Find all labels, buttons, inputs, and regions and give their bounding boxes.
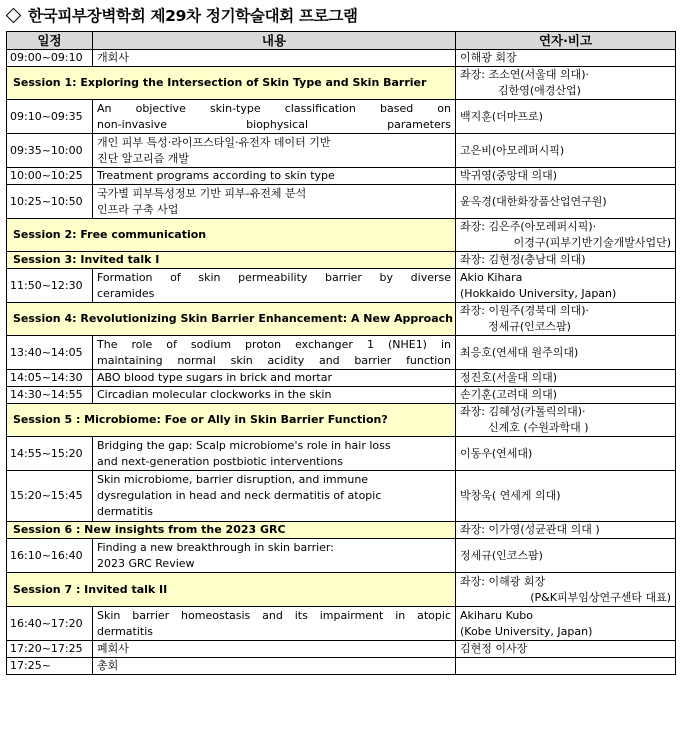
speaker-cell — [456, 219, 676, 252]
speaker-line: 좌장: 김현정(충남대 의대) — [460, 253, 586, 266]
speaker-line: 좌장: 김혜성(카톨릭의대)· — [460, 405, 586, 418]
content-line: 진단 알고리즘 개발 — [97, 151, 190, 165]
table-row — [7, 658, 676, 675]
content-line: 국가별 피부특성정보 기반 피부-유전체 분석 — [97, 186, 307, 200]
speaker-cell — [456, 641, 676, 658]
speaker-line: 백지훈(더마프로) — [460, 109, 543, 123]
table-row — [7, 134, 676, 168]
session-title: Session 5 : Microbiome: Foe or Ally in Skin Barrier Function? — [7, 404, 456, 437]
time-cell: 09:10~09:35 — [7, 100, 93, 134]
speaker-cell — [456, 67, 676, 100]
speaker-cell — [456, 50, 676, 67]
content-line: non-invasive biophysical parameters — [97, 117, 451, 131]
speaker-cell — [456, 269, 676, 303]
session-title: Session 2: Free communication — [7, 219, 456, 252]
content-line: dysregulation in head and neck dermatitis of atopic — [97, 489, 382, 502]
content-line: Skin barrier homeostasis and its impairment in atopic — [97, 608, 451, 622]
speaker-cell — [456, 522, 676, 539]
content-line: Treatment programs according to skin type — [97, 169, 335, 182]
time-cell: 14:30~14:55 — [7, 387, 93, 404]
session-title: Session 6 : New insights from the 2023 GRC — [7, 522, 456, 539]
table-row — [7, 168, 676, 185]
speaker-cell — [456, 607, 676, 641]
table-row — [7, 269, 676, 303]
session-row — [7, 219, 676, 252]
content-cell — [93, 168, 456, 185]
content-line: maintaining normal skin acidity and barrier function — [97, 353, 451, 367]
table-row — [7, 437, 676, 471]
speaker-cell — [456, 134, 676, 168]
table-row — [7, 336, 676, 370]
header-time: 일정 — [7, 32, 93, 50]
session-row — [7, 67, 676, 100]
time-cell: 10:25~10:50 — [7, 185, 93, 219]
content-cell — [93, 641, 456, 658]
content-cell — [93, 134, 456, 168]
content-line: 폐회사 — [97, 642, 129, 655]
speaker-line: 이해광 회장 — [460, 51, 517, 64]
speaker-line: 정세규(인코스팜) — [488, 320, 571, 333]
speaker-cell — [456, 336, 676, 370]
content-line: dermatitis — [97, 505, 154, 518]
content-cell — [93, 100, 456, 134]
speaker-cell — [456, 573, 676, 607]
speaker-line: 박귀영(중앙대 의대) — [460, 169, 558, 182]
time-cell: 17:25~ — [7, 658, 93, 675]
speaker-line: 좌장: 조소연(서울대 의대)· — [460, 68, 590, 81]
speaker-line: 고은비(아모레퍼시픽) — [460, 143, 565, 157]
content-line: Circadian molecular clockworks in the skin — [97, 388, 332, 401]
content-line: 인프라 구축 사업 — [97, 202, 179, 216]
session-title: Session 4: Revolutionizing Skin Barrier Enhancement: A New Approach — [7, 303, 456, 336]
speaker-cell — [456, 252, 676, 269]
time-cell: 14:55~15:20 — [7, 437, 93, 471]
content-cell — [93, 539, 456, 573]
program-table — [6, 31, 676, 675]
content-line: 개회사 — [97, 51, 129, 64]
content-line: The role of sodium proton exchanger 1 (NHE1) in — [97, 337, 451, 351]
session-row — [7, 252, 676, 269]
page-title — [4, 2, 358, 28]
content-line: Skin microbiome, barrier disruption, and immune — [97, 473, 369, 486]
speaker-line: 좌장: 이해광 회장 — [460, 574, 546, 588]
table-row — [7, 185, 676, 219]
speaker-cell — [456, 404, 676, 437]
session-title: Session 7 : Invited talk II — [7, 573, 456, 607]
speaker-cell — [456, 303, 676, 336]
session-row — [7, 573, 676, 607]
speaker-line: 신계호 (수원과학대 ) — [488, 421, 589, 434]
page-title-text: 한국피부장벽학회 제29차 정기학술대회 프로그램 — [28, 7, 358, 25]
speaker-line: 좌장: 이원주(경북대 의대)· — [460, 304, 590, 317]
content-line: 총회 — [97, 659, 119, 672]
speaker-cell — [456, 100, 676, 134]
speaker-line: (P&K피부임상연구센타 대표) — [530, 590, 671, 604]
speaker-line: 정세규(인코스팜) — [460, 548, 543, 562]
table-row — [7, 387, 676, 404]
session-row — [7, 303, 676, 336]
time-cell: 09:00~09:10 — [7, 50, 93, 67]
speaker-line: Akio Kihara — [460, 270, 523, 284]
header-content: 내용 — [93, 32, 456, 50]
time-cell: 16:10~16:40 — [7, 539, 93, 573]
time-cell: 14:05~14:30 — [7, 370, 93, 387]
speaker-line: 이경구(피부기반기술개발사업단) — [513, 236, 671, 249]
diamond-icon — [6, 7, 22, 23]
content-cell — [93, 269, 456, 303]
table-row — [7, 100, 676, 134]
session-title: Session 1: Exploring the Intersection of Skin Type and Skin Barrier — [7, 67, 456, 100]
speaker-line: 최응호(연세대 원주의대) — [460, 345, 579, 359]
time-cell: 16:40~17:20 — [7, 607, 93, 641]
speaker-line: 좌장: 이가영(성균관대 의대 ) — [460, 523, 600, 536]
speaker-line: 김한영(애경산업) — [498, 84, 581, 97]
speaker-cell — [456, 437, 676, 471]
content-line: 개인 피부 특성·라이프스타일·유전자 데이터 기반 — [97, 135, 331, 149]
time-cell: 11:50~12:30 — [7, 269, 93, 303]
content-cell — [93, 437, 456, 471]
content-cell — [93, 387, 456, 404]
speaker-cell — [456, 185, 676, 219]
content-line: Bridging the gap: Scalp microbiome's role in hair loss — [97, 438, 391, 452]
speaker-cell — [456, 539, 676, 573]
content-line: 2023 GRC Review — [97, 556, 195, 570]
speaker-cell — [456, 370, 676, 387]
content-line: dermatitis — [97, 624, 154, 638]
time-cell: 15:20~15:45 — [7, 471, 93, 522]
content-line: An objective skin-type classification based on — [97, 101, 451, 115]
speaker-line: Akiharu Kubo — [460, 608, 534, 622]
time-cell: 13:40~14:05 — [7, 336, 93, 370]
time-cell: 10:00~10:25 — [7, 168, 93, 185]
speaker-line: 윤옥경(대한화장품산업연구원) — [460, 194, 607, 208]
content-cell — [93, 607, 456, 641]
speaker-line: 박창욱( 연세게 의대) — [460, 489, 561, 502]
table-row — [7, 471, 676, 522]
content-cell — [93, 471, 456, 522]
speaker-cell — [456, 471, 676, 522]
speaker-line: 좌장: 김은주(아모레퍼시픽)· — [460, 220, 597, 233]
content-line: ceramides — [97, 286, 155, 300]
speaker-line: 정진호(서울대 의대) — [460, 371, 558, 384]
table-row — [7, 641, 676, 658]
content-line: ABO blood type sugars in brick and mortar — [97, 371, 332, 384]
speaker-line: 이동우(연세대) — [460, 446, 533, 460]
header-speaker: 연자·비고 — [456, 32, 676, 50]
session-row — [7, 522, 676, 539]
table-row — [7, 539, 676, 573]
content-cell — [93, 336, 456, 370]
table-row — [7, 607, 676, 641]
speaker-line: 김현정 이사장 — [460, 642, 528, 655]
speaker-cell — [456, 168, 676, 185]
header-row — [7, 32, 676, 50]
content-line: and next-generation postbiotic interventions — [97, 454, 343, 468]
content-cell — [93, 658, 456, 675]
speaker-cell — [456, 387, 676, 404]
speaker-line: (Kobe University, Japan) — [460, 624, 593, 638]
time-cell: 17:20~17:25 — [7, 641, 93, 658]
time-cell: 09:35~10:00 — [7, 134, 93, 168]
content-cell — [93, 370, 456, 387]
content-line: Finding a new breakthrough in skin barrier: — [97, 540, 334, 554]
session-row — [7, 404, 676, 437]
content-cell — [93, 185, 456, 219]
table-row — [7, 50, 676, 67]
content-line: Formation of skin permeability barrier by diverse — [97, 270, 451, 284]
content-cell — [93, 50, 456, 67]
speaker-line: (Hokkaido University, Japan) — [460, 286, 617, 300]
table-row — [7, 370, 676, 387]
speaker-cell — [456, 658, 676, 675]
session-title: Session 3: Invited talk I — [7, 252, 456, 269]
speaker-line: 손기훈(고려대 의대) — [460, 388, 558, 401]
